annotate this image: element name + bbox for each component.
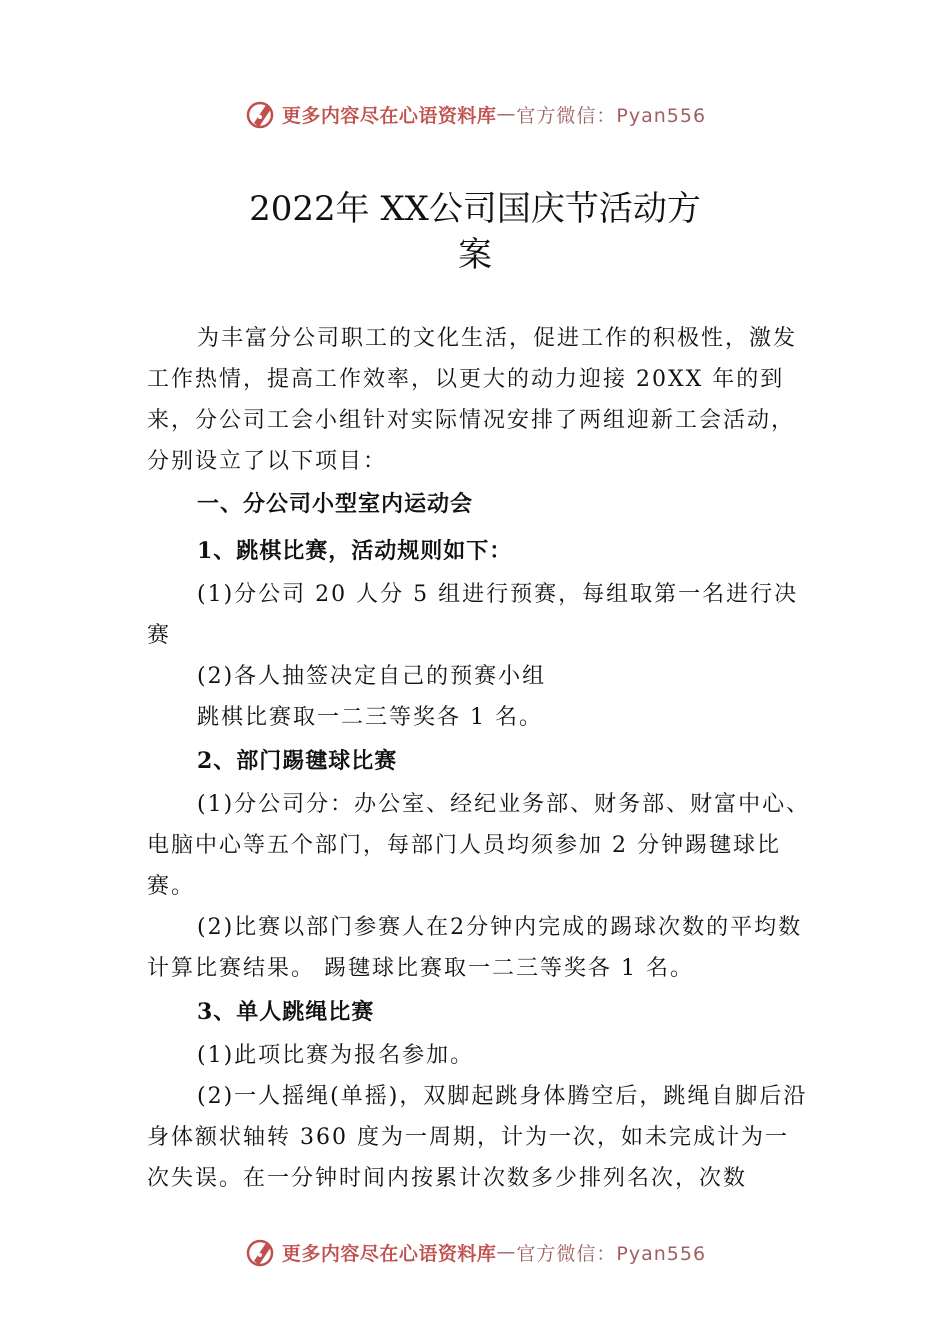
- item-1-title: 1、跳棋比赛，活动规则如下：: [197, 538, 513, 564]
- item-2-rule-2: (2)比赛以部门参赛人在2分钟内完成的踢球次数的平均数计算比赛结果。 踢毽球比赛取一二三等奖各 1 名。: [147, 915, 803, 981]
- title-line-2: 案: [458, 235, 492, 275]
- banner-dash: —: [496, 103, 517, 125]
- document-body: [147, 318, 812, 1199]
- header-banner: [0, 94, 950, 134]
- section-heading-1: 一、分公司小型室内运动会: [197, 492, 474, 517]
- banner-main-text: 更多内容尽在心语资料库: [281, 1242, 497, 1265]
- item-1-prize: 跳棋比赛取一二三等奖各 1 名。: [197, 705, 543, 730]
- intro-paragraph: 为丰富分公司职工的文化生活，促进工作的积极性，激发工作热情，提高工作效率，以更大的动力迎接 20XX 年的到来，分公司工会小组针对实际情况安排了两组迎新工会活动，分别设立了以下项目：: [147, 326, 798, 474]
- item-3-rule-1: (1)此项比赛为报名参加。: [197, 1043, 475, 1068]
- footer-banner: [0, 1232, 950, 1272]
- item-1-rule-2: (2)各人抽签决定自己的预赛小组: [197, 664, 547, 689]
- item-1-rule-1: (1)分公司 20 人分 5 组进行预赛，每组取第一名进行决赛: [147, 582, 799, 648]
- banner-sub-text: 官方微信：Pyan556: [516, 1242, 707, 1265]
- title-line-1: 2022年 XX公司国庆节活动方: [249, 189, 701, 229]
- item-3-rule-2: (2)一人摇绳(单摇)，双脚起跳身体腾空后，跳绳自脚后沿身体额状轴转 360 度为一周期，计为一次，如未完成计为一次失误。在一分钟时间内按累计次数多少排列名次，次数: [147, 1084, 808, 1191]
- banner-sub-text: 官方微信：Pyan556: [516, 104, 707, 127]
- pen-nib-logo-icon: [244, 97, 278, 131]
- banner-dash: —: [496, 1241, 517, 1263]
- banner-main-text: 更多内容尽在心语资料库: [281, 104, 497, 127]
- item-2-rule-1: (1)分公司分：办公室、经纪业务部、财务部、财富中心、电脑中心等五个部门，每部门人员均须参加 2 分钟踢毽球比赛。: [147, 792, 811, 899]
- item-3-title: 3、单人跳绳比赛: [197, 999, 375, 1025]
- pen-nib-logo-icon: [244, 1235, 278, 1269]
- document-title: [0, 186, 950, 278]
- item-2-title: 2、部门踢毽球比赛: [197, 748, 398, 774]
